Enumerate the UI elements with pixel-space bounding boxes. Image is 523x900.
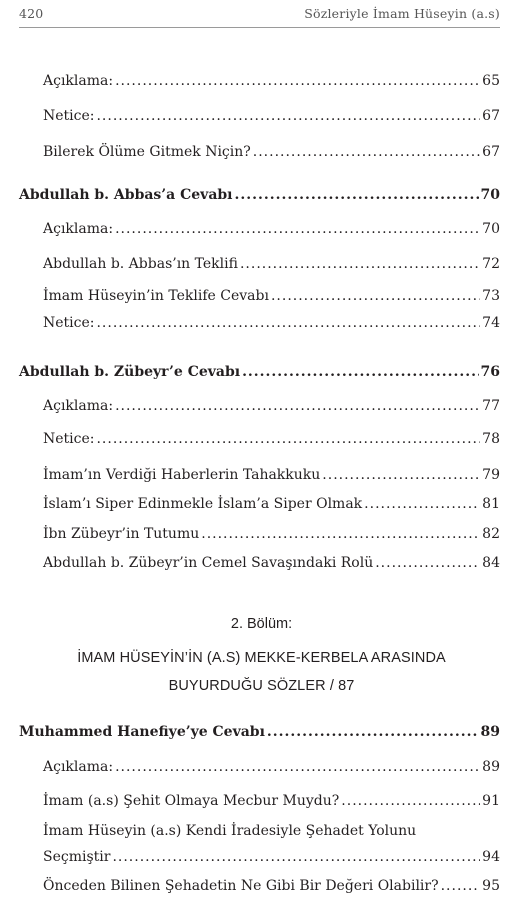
chapter-title-line-2: BUYURDUĞU SÖZLER / 87 [168, 678, 355, 694]
toc-leader-dots [96, 430, 480, 448]
toc-leader-dots [115, 220, 480, 238]
toc-entry-label: Netice: [43, 315, 95, 331]
toc-entry-label: Önceden Bilinen Şehadetin Ne Gibi Bir Değeri Olabilir? [43, 878, 439, 894]
toc-leader-dots [96, 314, 480, 332]
toc-entry[interactable] [43, 72, 500, 90]
toc-entry-label: İmam’ın Verdiği Haberlerin Tahakkuku [43, 467, 321, 483]
toc-leader-dots [242, 363, 478, 381]
toc-entry-label: Açıklama: [43, 759, 114, 775]
toc-entry-page: 76 [480, 364, 500, 380]
toc-entry-label: Netice: [43, 108, 95, 124]
page-number: 420 [19, 6, 44, 21]
toc-leader-dots [115, 72, 480, 90]
toc-entry[interactable] [43, 525, 500, 543]
toc-entry-page: 89 [482, 759, 500, 775]
toc-entry[interactable] [43, 107, 500, 125]
toc-leader-dots [375, 554, 480, 572]
toc-entry-page: 77 [482, 398, 500, 414]
toc-leader-dots [112, 848, 480, 866]
toc-entry-label: İmam Hüseyin’in Teklife Cevabı [43, 288, 269, 304]
toc-entry-page: 81 [482, 496, 500, 512]
toc-leader-dots [253, 143, 480, 161]
toc-entry-page: 70 [482, 221, 500, 237]
chapter-number: 2. Bölüm: [230, 616, 293, 632]
toc-main-entry[interactable] [19, 363, 500, 381]
toc-entry-page: 70 [480, 187, 500, 203]
toc-leader-dots [341, 792, 480, 810]
toc-main-entry[interactable] [19, 723, 500, 741]
toc-entry-page: 89 [480, 724, 500, 740]
toc-entry-page: 84 [482, 555, 500, 571]
toc-entry[interactable] [43, 848, 500, 866]
toc-entry[interactable] [43, 495, 500, 513]
toc-entry[interactable] [43, 220, 500, 238]
toc-entry-label: İbn Zübeyr’in Tutumu [43, 526, 200, 542]
toc-entry-page: 67 [482, 144, 500, 160]
toc-entry[interactable] [43, 397, 500, 415]
toc-entry-label-line-1[interactable]: İmam Hüseyin (a.s) Kendi İradesiyle Şehadet Yolunu [43, 823, 417, 839]
toc-entry[interactable] [43, 255, 500, 273]
toc-entry-label: Abdullah b. Abbas’ın Teklifi [43, 256, 238, 272]
toc-entry[interactable] [43, 430, 500, 448]
toc-entry-label: Açıklama: [43, 398, 114, 414]
toc-entry-page: 74 [482, 315, 500, 331]
toc-entry-label: Abdullah b. Zübeyr’e Cevabı [19, 364, 241, 380]
toc-entry-page: 73 [482, 288, 500, 304]
toc-leader-dots [201, 525, 480, 543]
toc-entry[interactable] [43, 287, 500, 305]
toc-entry-page: 91 [482, 793, 500, 809]
toc-entry-page: 82 [482, 526, 500, 542]
toc-entry-label: İslam’ı Siper Edinmekle İslam’a Siper Olmak [43, 496, 363, 512]
toc-entry-label: Bilerek Ölüme Gitmek Niçin? [43, 144, 251, 160]
toc-entry-page: 78 [482, 431, 500, 447]
toc-entry-label: Muhammed Hanefiye’ye Cevabı [19, 724, 265, 740]
toc-entry-label: Açıklama: [43, 221, 114, 237]
toc-entry[interactable] [43, 554, 500, 572]
toc-leader-dots [267, 723, 479, 741]
toc-entry[interactable] [43, 143, 500, 161]
toc-entry-label: Netice: [43, 431, 95, 447]
toc-leader-dots [240, 255, 480, 273]
chapter-title-line-1: İMAM HÜSEYİN’İN (A.S) MEKKE-KERBELA ARASINDA [77, 650, 446, 666]
toc-leader-dots [115, 758, 480, 776]
toc-entry-page: 67 [482, 108, 500, 124]
toc-entry[interactable] [43, 314, 500, 332]
toc-leader-dots [115, 397, 480, 415]
toc-main-entry[interactable] [19, 186, 500, 204]
toc-entry[interactable] [43, 466, 500, 484]
toc-entry[interactable] [43, 792, 500, 810]
toc-leader-dots [96, 107, 480, 125]
header-rule [19, 27, 500, 28]
toc-leader-dots [235, 186, 479, 204]
toc-entry[interactable] [43, 758, 500, 776]
toc-entry-label: İmam (a.s) Şehit Olmaya Mecbur Muydu? [43, 793, 340, 809]
toc-entry[interactable] [43, 877, 500, 895]
toc-entry-label: Abdullah b. Abbas’a Cevabı [19, 187, 233, 203]
toc-entry-label: Açıklama: [43, 73, 114, 89]
running-header [19, 6, 500, 26]
running-title: Sözleriyle İmam Hüseyin (a.s) [304, 6, 500, 21]
toc-entry-page: 79 [482, 467, 500, 483]
toc-leader-dots [364, 495, 480, 513]
toc-entry-label: Abdullah b. Zübeyr’in Cemel Savaşındaki Rolü [43, 555, 374, 571]
toc-leader-dots [322, 466, 480, 484]
toc-leader-dots [441, 877, 481, 895]
toc-entry-page: 95 [482, 878, 500, 894]
toc-entry-page: 72 [482, 256, 500, 272]
toc-leader-dots [271, 287, 480, 305]
toc-entry-label: Seçmiştir [43, 849, 111, 865]
toc-entry-page: 65 [482, 73, 500, 89]
toc-entry-page: 94 [482, 849, 500, 865]
